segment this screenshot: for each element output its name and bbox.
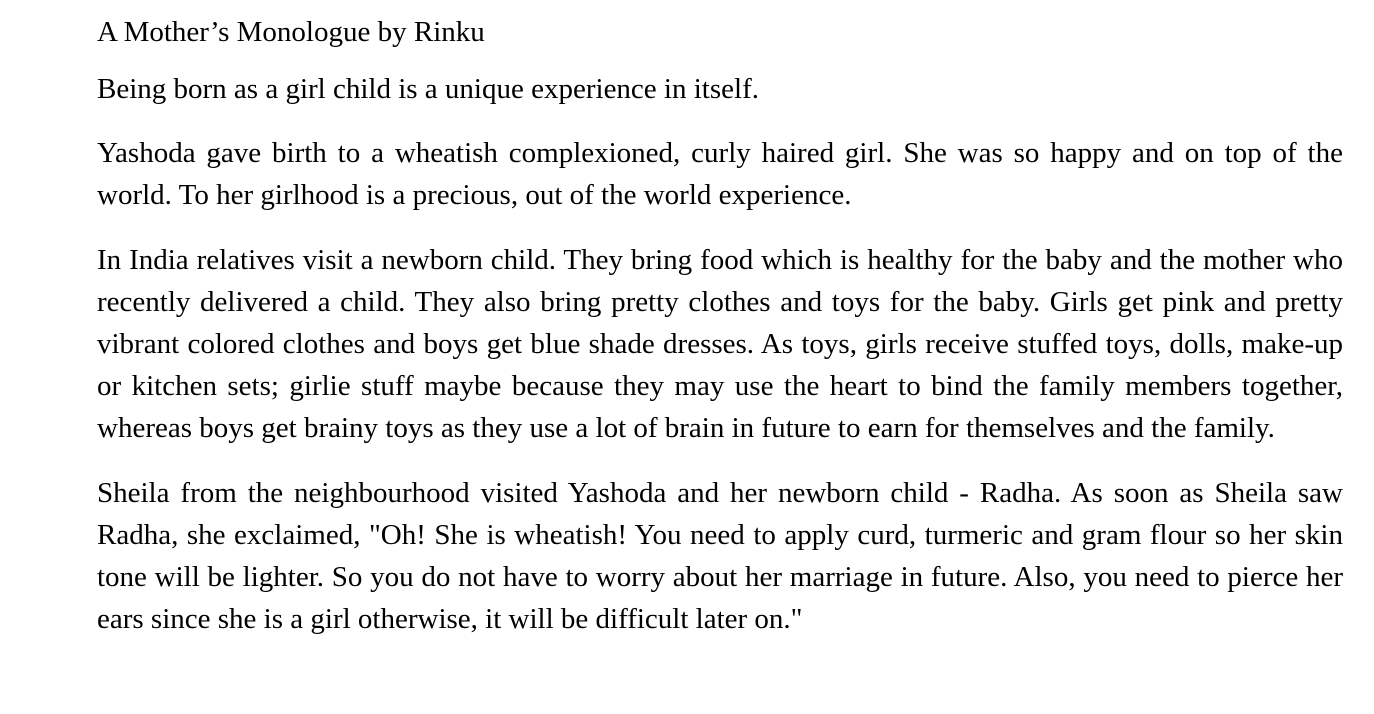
- paragraph-sheila: Sheila from the neighbourhood visited Yashoda and her newborn child - Radha. As soon as Sheila saw Radha, she exclaimed, "Oh! She is wheatish! You need to apply curd, turmeric and gram flour so her skin tone will be lighter. So you do not have to worry about her marriage in future. Also, you need to pierce her ears since she is a girl otherwise, it will be difficult later on.": [97, 476, 1343, 636]
- document-title: A Mother’s Monologue by Rinku: [97, 16, 485, 48]
- paragraph-birth: Yashoda gave birth to a wheatish complexioned, curly haired girl. She was so happy and on top of the world. To her girlhood is a precious, out of the world experience.: [97, 137, 1343, 212]
- paragraph-intro: Being born as a girl child is a unique experience in itself.: [97, 73, 759, 105]
- document-body: [97, 12, 1343, 662]
- paragraph-relatives: In India relatives visit a newborn child. They bring food which is healthy for the baby and the mother who recently delivered a child. They also bring pretty clothes and toys for the baby. Girls get pink and pretty vibrant colored clothes and boys get blue shade dresses. As toys, girls receive stuffed toys, dolls, make-up or kitchen sets; girlie stuff maybe because they may use the heart to bind the family members together, whereas boys get brainy toys as they use a lot of brain in future to earn for themselves and the family.: [97, 243, 1343, 445]
